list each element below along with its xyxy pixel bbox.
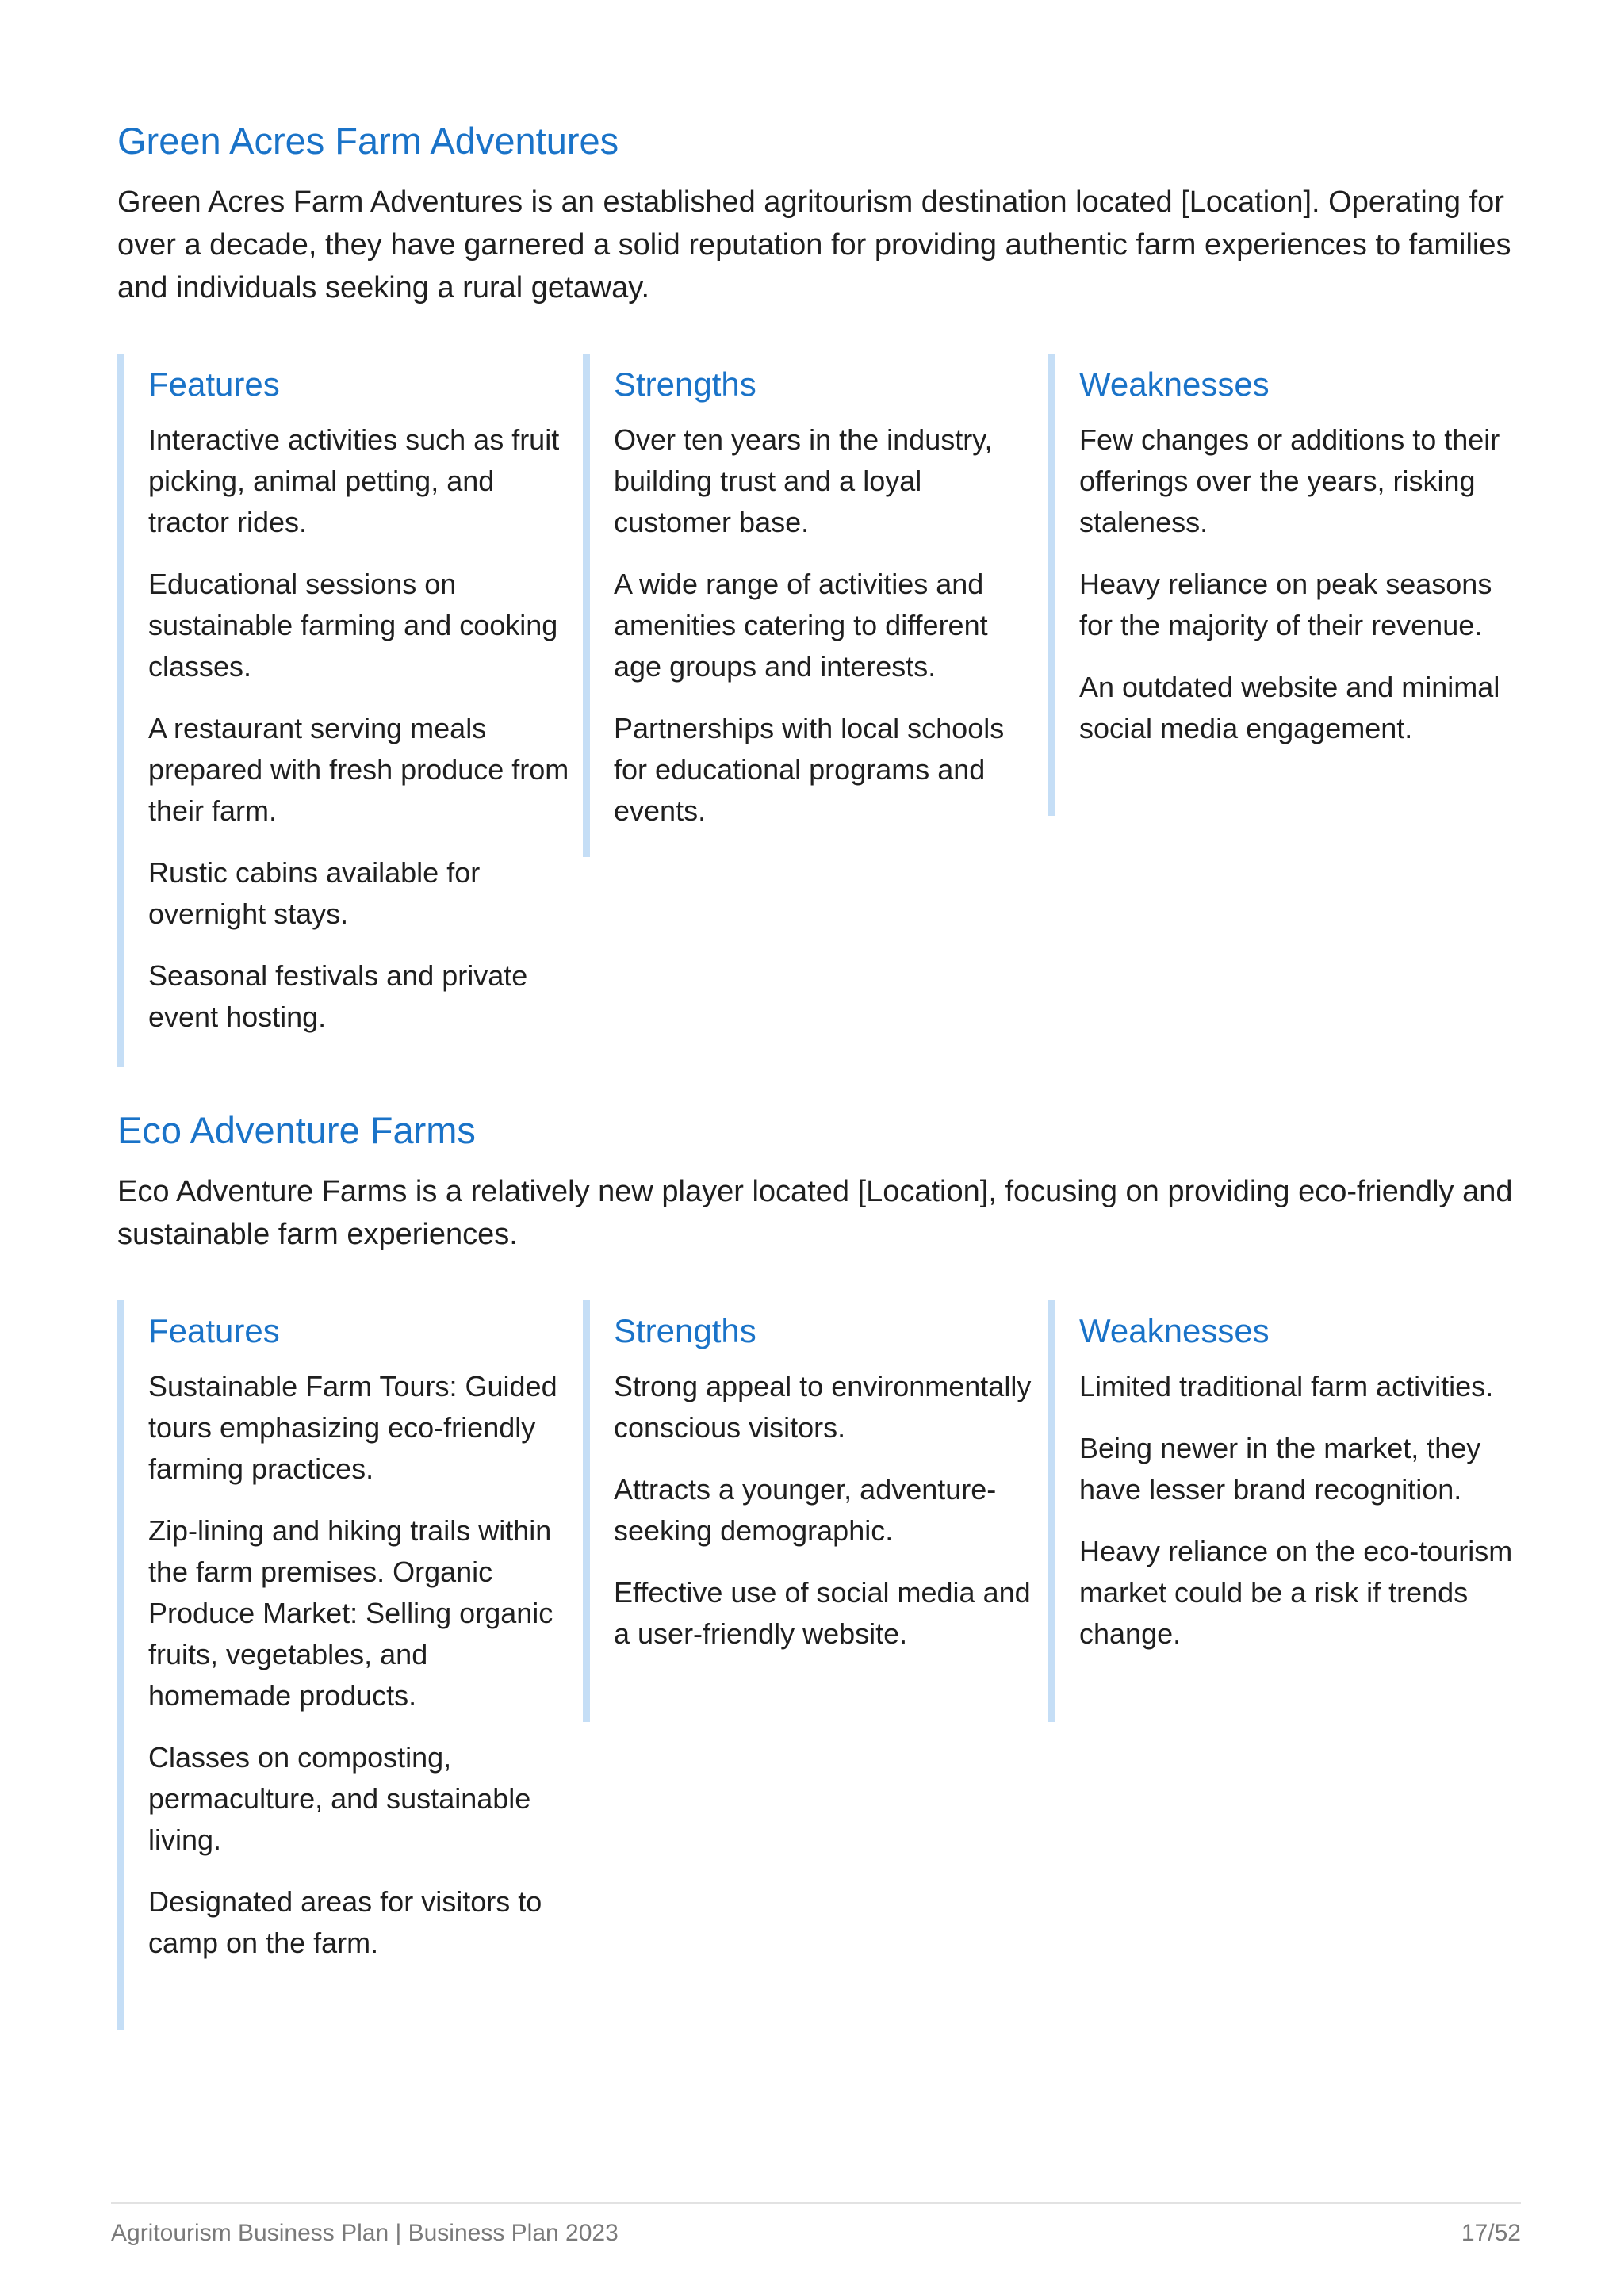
analysis-columns [117, 1300, 1521, 2014]
list-item: Designated areas for visitors to camp on the farm. [148, 1885, 542, 1959]
competitor-section-green-acres [117, 119, 1521, 1067]
page-footer [111, 2202, 1521, 2246]
features-column [117, 1300, 577, 2030]
list-item: Partnerships with local schools for educational programs and events. [614, 711, 1005, 827]
list-item: Sustainable Farm Tours: Guided tours emphasizing eco-friendly farming practices. [148, 1369, 557, 1485]
list-item: Strong appeal to environmentally conscious visitors. [614, 1369, 1032, 1444]
section-title: Green Acres Farm Adventures [117, 120, 619, 162]
list-item: Few changes or additions to their offerings over the years, risking staleness. [1079, 423, 1500, 538]
column-title: Weaknesses [1079, 1312, 1270, 1350]
competitor-section-eco-adventure [117, 1108, 1521, 2014]
features-column [117, 354, 577, 1067]
weaknesses-column [1048, 354, 1524, 816]
column-title: Strengths [614, 1312, 756, 1350]
list-item: Classes on composting, permaculture, and sustainable living. [148, 1740, 531, 1856]
column-title: Strengths [614, 365, 756, 404]
footer-document-title: Agritourism Business Plan | Business Plan 2023 [111, 2220, 619, 2246]
list-item: Interactive activities such as fruit picking, animal petting, and tractor rides. [148, 423, 560, 538]
column-title: Features [148, 1312, 280, 1350]
list-item: Heavy reliance on the eco-tourism market could be a risk if trends change. [1079, 1534, 1513, 1650]
list-item: An outdated website and minimal social media engagement. [1079, 670, 1500, 744]
analysis-columns [117, 354, 1521, 1067]
page-number: 17/52 [1461, 2220, 1521, 2246]
strengths-column [583, 354, 1035, 857]
list-item: Seasonal festivals and private event hosting. [148, 959, 528, 1033]
list-item: Educational sessions on sustainable farming and cooking classes. [148, 567, 558, 683]
list-item: A wide range of activities and amenities catering to different age groups and interests. [614, 567, 988, 683]
list-item: Effective use of social media and a user-friendly website. [614, 1575, 1031, 1650]
section-title: Eco Adventure Farms [117, 1109, 476, 1151]
list-item: Rustic cabins available for overnight stays. [148, 855, 481, 930]
list-item: Attracts a younger, adventure-seeking demographic. [614, 1472, 997, 1547]
list-item: Zip-lining and hiking trails within the farm premises. Organic Produce Market: Selling organic fruits, vegetables, and homemade products. [148, 1513, 553, 1712]
list-item: Over ten years in the industry, building trust and a loyal customer base. [614, 423, 993, 538]
section-intro: Eco Adventure Farms is a relatively new player located [Location], focusing on providing eco-friendly and sustainable farm experiences. [117, 1175, 1513, 1252]
column-title: Weaknesses [1079, 365, 1270, 404]
column-title: Features [148, 365, 280, 404]
section-intro: Green Acres Farm Adventures is an established agritourism destination located [Location]. Operating for over a decade, they have garnered a solid reputation for providing authentic farm experiences to families and individuals seeking a rural getaway. [117, 186, 1511, 305]
list-item: Being newer in the market, they have lesser brand recognition. [1079, 1431, 1481, 1506]
list-item: A restaurant serving meals prepared with fresh produce from their farm. [148, 711, 569, 827]
weaknesses-column [1048, 1300, 1524, 1722]
strengths-column [583, 1300, 1035, 1722]
list-item: Heavy reliance on peak seasons for the majority of their revenue. [1079, 567, 1492, 641]
list-item: Limited traditional farm activities. [1079, 1369, 1494, 1402]
